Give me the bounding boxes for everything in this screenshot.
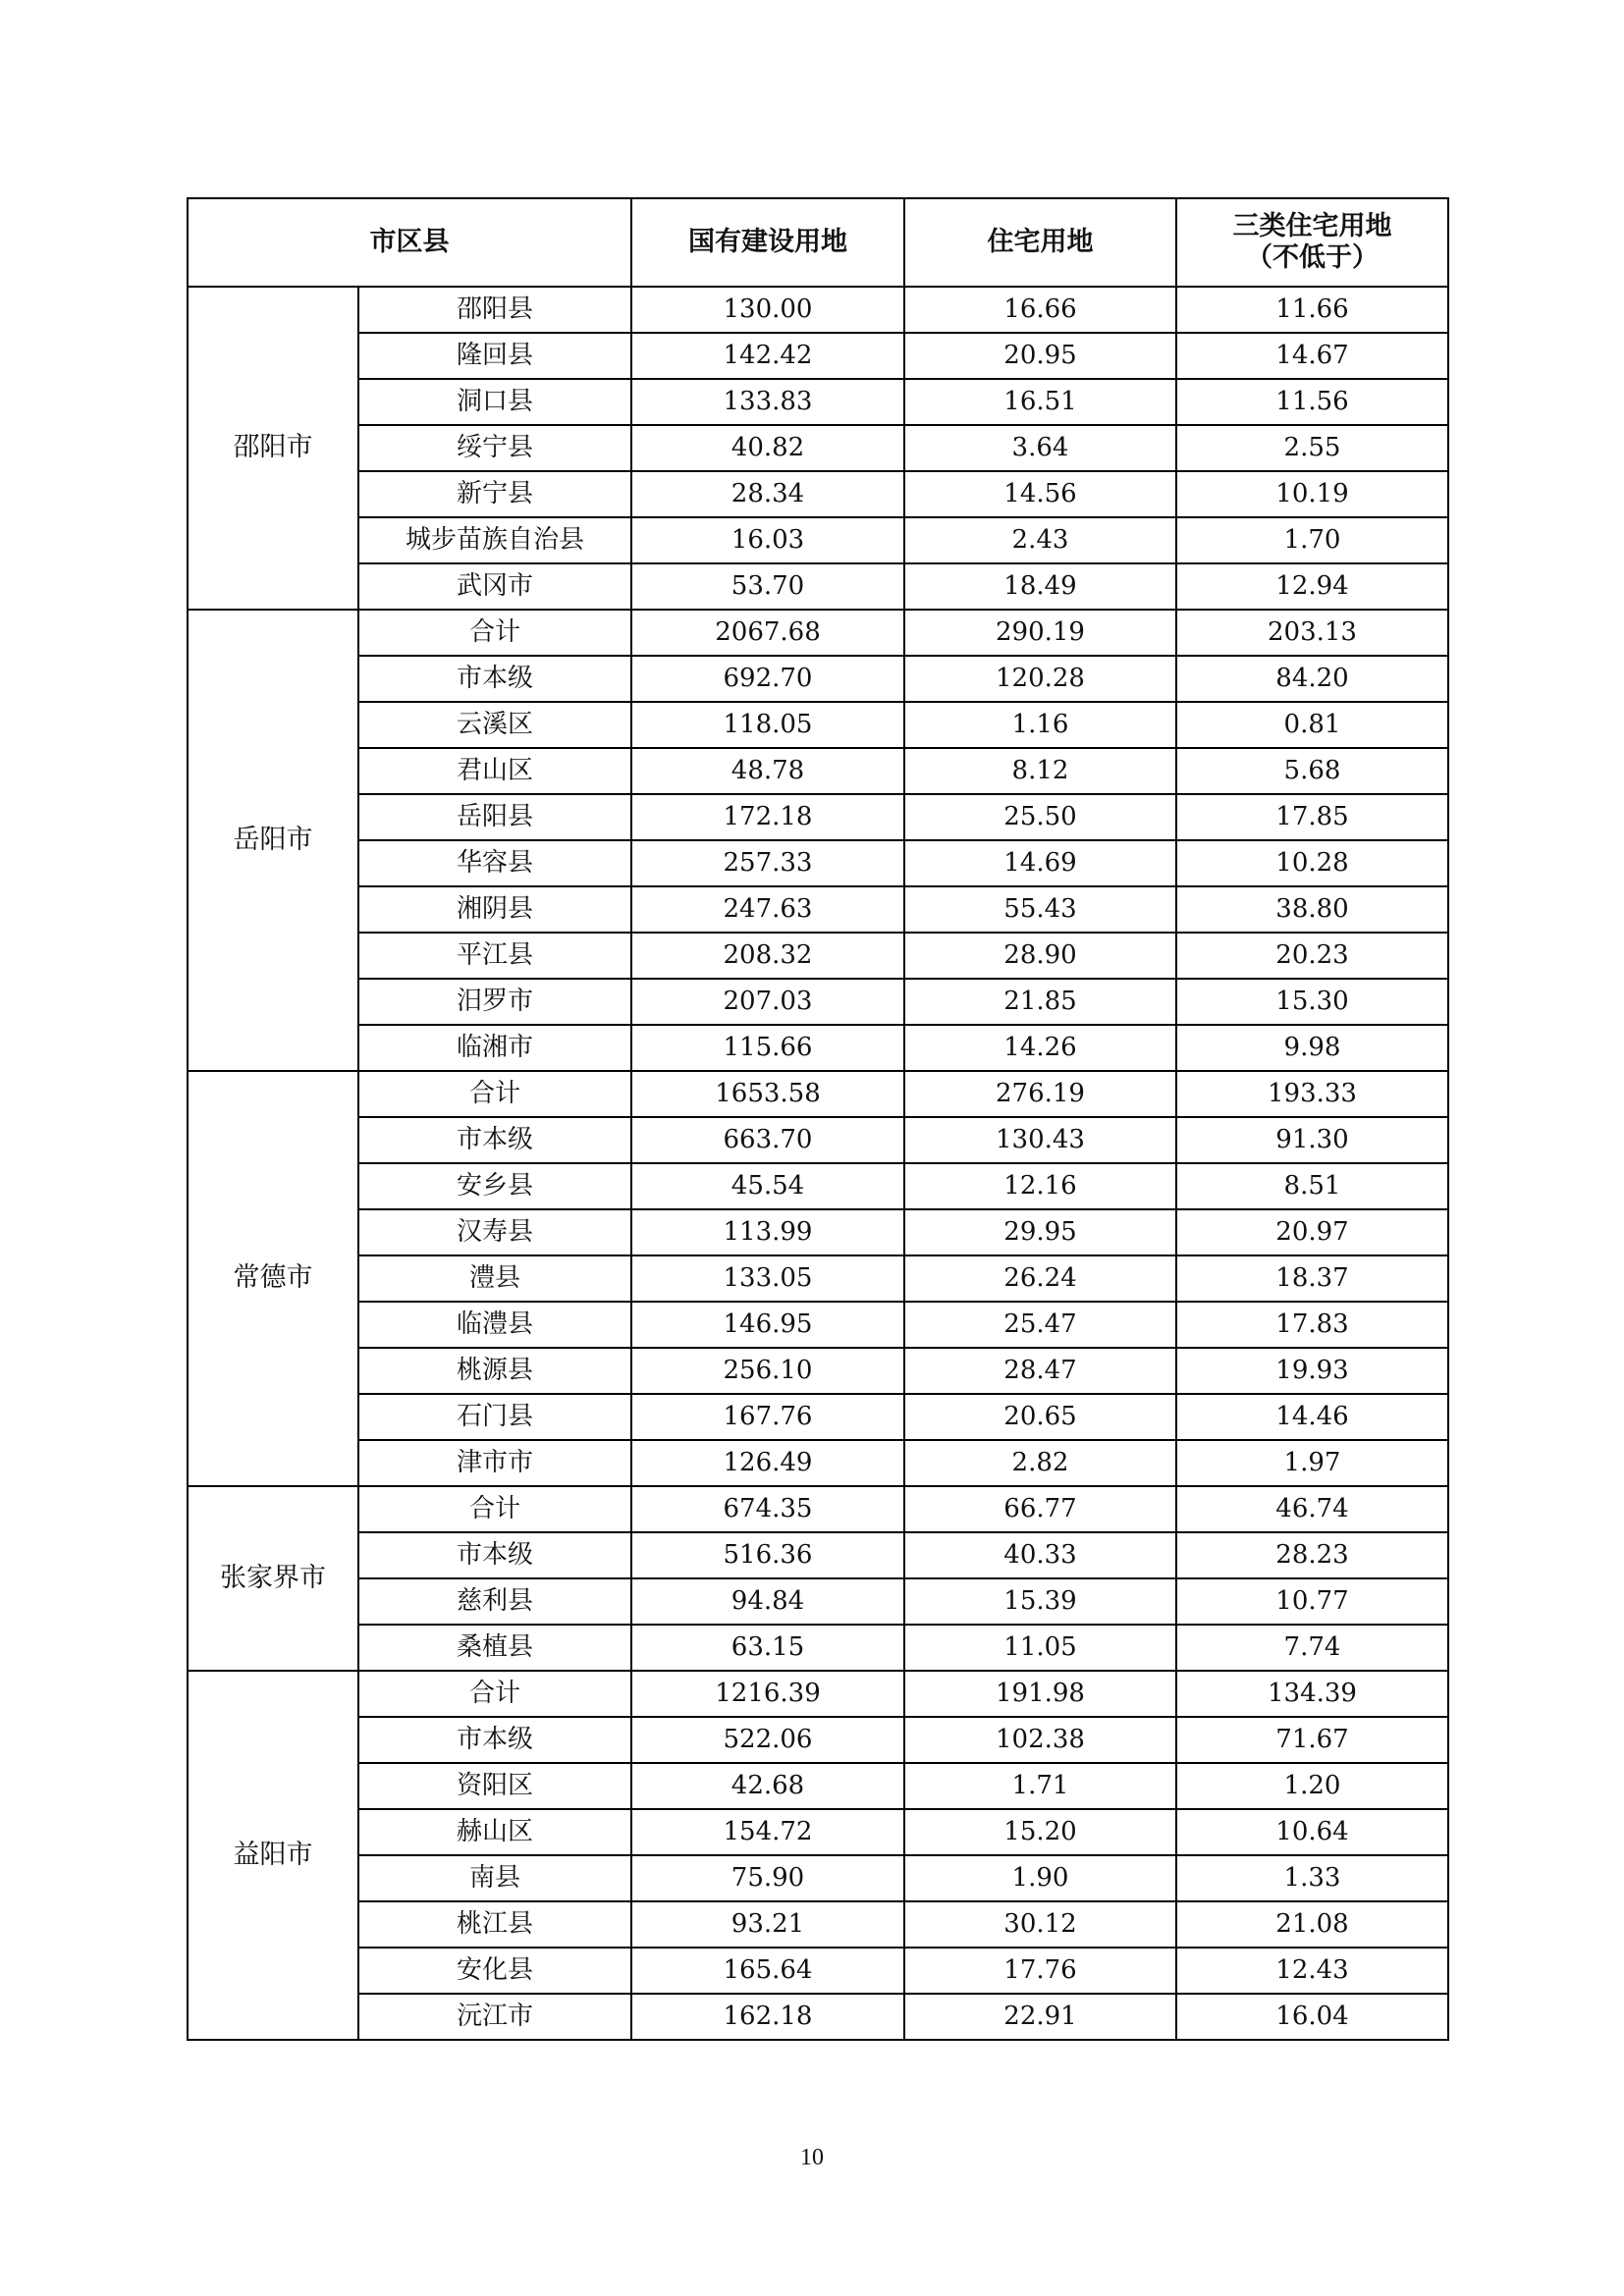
- state-owned-value: 256.10: [631, 1348, 904, 1394]
- residential-value: 30.12: [904, 1901, 1176, 1948]
- district-name: 岳阳县: [358, 794, 631, 840]
- state-owned-value: 172.18: [631, 794, 904, 840]
- state-owned-value: 2067.68: [631, 610, 904, 656]
- class3-value: 19.93: [1176, 1348, 1448, 1394]
- district-name: 平江县: [358, 933, 631, 979]
- district-name: 安化县: [358, 1948, 631, 1994]
- table-row: [188, 1625, 1448, 1671]
- residential-value: 120.28: [904, 656, 1176, 702]
- district-name: 市本级: [358, 1717, 631, 1763]
- district-name: 湘阴县: [358, 886, 631, 933]
- state-owned-value: 75.90: [631, 1855, 904, 1901]
- city-name: 张家界市: [188, 1486, 358, 1671]
- residential-value: 25.50: [904, 794, 1176, 840]
- class3-value: 15.30: [1176, 979, 1448, 1025]
- class3-value: 84.20: [1176, 656, 1448, 702]
- table-row: [188, 425, 1448, 471]
- district-name: 云溪区: [358, 702, 631, 748]
- residential-value: 1.16: [904, 702, 1176, 748]
- class3-value: 203.13: [1176, 610, 1448, 656]
- table-row: [188, 1809, 1448, 1855]
- district-name: 沅江市: [358, 1994, 631, 2040]
- district-name: 安乡县: [358, 1163, 631, 1209]
- residential-value: 14.69: [904, 840, 1176, 886]
- district-name: 城步苗族自治县: [358, 517, 631, 563]
- state-owned-value: 154.72: [631, 1809, 904, 1855]
- residential-value: 28.90: [904, 933, 1176, 979]
- table-row: [188, 656, 1448, 702]
- district-name: 君山区: [358, 748, 631, 794]
- state-owned-value: 16.03: [631, 517, 904, 563]
- state-owned-value: 133.05: [631, 1255, 904, 1302]
- district-name: 临澧县: [358, 1302, 631, 1348]
- state-owned-value: 162.18: [631, 1994, 904, 2040]
- table-body: [188, 287, 1448, 2040]
- class3-value: 91.30: [1176, 1117, 1448, 1163]
- class3-value: 17.83: [1176, 1302, 1448, 1348]
- district-name: 桃江县: [358, 1901, 631, 1948]
- district-name: 新宁县: [358, 471, 631, 517]
- district-name: 桃源县: [358, 1348, 631, 1394]
- state-owned-value: 207.03: [631, 979, 904, 1025]
- district-name: 市本级: [358, 656, 631, 702]
- class3-value: 11.66: [1176, 287, 1448, 333]
- residential-value: 25.47: [904, 1302, 1176, 1348]
- district-name: 绥宁县: [358, 425, 631, 471]
- residential-value: 276.19: [904, 1071, 1176, 1117]
- residential-value: 17.76: [904, 1948, 1176, 1994]
- class3-value: 10.19: [1176, 471, 1448, 517]
- header-class3-note: （不低于）: [1246, 242, 1379, 273]
- table-row: [188, 1071, 1448, 1117]
- residential-value: 20.95: [904, 333, 1176, 379]
- table-row: [188, 1671, 1448, 1717]
- city-name: 岳阳市: [188, 610, 358, 1071]
- state-owned-value: 1653.58: [631, 1071, 904, 1117]
- table-row: [188, 1948, 1448, 1994]
- table-row: [188, 517, 1448, 563]
- district-name: 石门县: [358, 1394, 631, 1440]
- header-class3-residential: [1176, 198, 1448, 287]
- table-row: [188, 1209, 1448, 1255]
- class3-value: 46.74: [1176, 1486, 1448, 1532]
- residential-value: 290.19: [904, 610, 1176, 656]
- table-row: [188, 471, 1448, 517]
- district-name: 澧县: [358, 1255, 631, 1302]
- state-owned-value: 208.32: [631, 933, 904, 979]
- residential-value: 11.05: [904, 1625, 1176, 1671]
- state-owned-value: 40.82: [631, 425, 904, 471]
- district-name: 邵阳县: [358, 287, 631, 333]
- residential-value: 191.98: [904, 1671, 1176, 1717]
- district-name: 资阳区: [358, 1763, 631, 1809]
- table-header: [188, 198, 1448, 287]
- district-name: 合计: [358, 610, 631, 656]
- state-owned-value: 663.70: [631, 1117, 904, 1163]
- district-name: 慈利县: [358, 1578, 631, 1625]
- residential-value: 20.65: [904, 1394, 1176, 1440]
- class3-value: 0.81: [1176, 702, 1448, 748]
- residential-value: 40.33: [904, 1532, 1176, 1578]
- table-row: [188, 748, 1448, 794]
- residential-value: 28.47: [904, 1348, 1176, 1394]
- table-row: [188, 1717, 1448, 1763]
- district-name: 汨罗市: [358, 979, 631, 1025]
- class3-value: 8.51: [1176, 1163, 1448, 1209]
- residential-value: 2.82: [904, 1440, 1176, 1486]
- table-row: [188, 979, 1448, 1025]
- state-owned-value: 126.49: [631, 1440, 904, 1486]
- residential-value: 1.71: [904, 1763, 1176, 1809]
- class3-value: 16.04: [1176, 1994, 1448, 2040]
- residential-value: 16.51: [904, 379, 1176, 425]
- state-owned-value: 115.66: [631, 1025, 904, 1071]
- residential-value: 8.12: [904, 748, 1176, 794]
- table-row: [188, 1855, 1448, 1901]
- class3-value: 1.70: [1176, 517, 1448, 563]
- class3-value: 14.67: [1176, 333, 1448, 379]
- table-row: [188, 702, 1448, 748]
- class3-value: 9.98: [1176, 1025, 1448, 1071]
- table-row: [188, 1255, 1448, 1302]
- class3-value: 1.20: [1176, 1763, 1448, 1809]
- table-row: [188, 1025, 1448, 1071]
- class3-value: 38.80: [1176, 886, 1448, 933]
- district-name: 市本级: [358, 1532, 631, 1578]
- header-class3-title: 三类住宅用地: [1232, 210, 1392, 241]
- class3-value: 10.64: [1176, 1809, 1448, 1855]
- class3-value: 20.23: [1176, 933, 1448, 979]
- state-owned-value: 674.35: [631, 1486, 904, 1532]
- class3-value: 1.33: [1176, 1855, 1448, 1901]
- city-name: 益阳市: [188, 1671, 358, 2040]
- district-name: 隆回县: [358, 333, 631, 379]
- table-row: [188, 1901, 1448, 1948]
- class3-value: 10.28: [1176, 840, 1448, 886]
- residential-value: 21.85: [904, 979, 1176, 1025]
- state-owned-value: 142.42: [631, 333, 904, 379]
- class3-value: 2.55: [1176, 425, 1448, 471]
- state-owned-value: 165.64: [631, 1948, 904, 1994]
- header-residential-land: 住宅用地: [904, 198, 1176, 287]
- table-row: [188, 563, 1448, 610]
- state-owned-value: 692.70: [631, 656, 904, 702]
- district-name: 赫山区: [358, 1809, 631, 1855]
- residential-value: 14.56: [904, 471, 1176, 517]
- table-row: [188, 333, 1448, 379]
- residential-value: 66.77: [904, 1486, 1176, 1532]
- state-owned-value: 146.95: [631, 1302, 904, 1348]
- class3-value: 18.37: [1176, 1255, 1448, 1302]
- table-row: [188, 840, 1448, 886]
- state-owned-value: 516.36: [631, 1532, 904, 1578]
- state-owned-value: 167.76: [631, 1394, 904, 1440]
- class3-value: 7.74: [1176, 1625, 1448, 1671]
- table-row: [188, 287, 1448, 333]
- class3-value: 28.23: [1176, 1532, 1448, 1578]
- table-row: [188, 933, 1448, 979]
- residential-value: 22.91: [904, 1994, 1176, 2040]
- table-row: [188, 1578, 1448, 1625]
- table-row: [188, 1117, 1448, 1163]
- class3-value: 5.68: [1176, 748, 1448, 794]
- class3-value: 11.56: [1176, 379, 1448, 425]
- table-row: [188, 1763, 1448, 1809]
- table-row: [188, 1440, 1448, 1486]
- district-name: 汉寿县: [358, 1209, 631, 1255]
- class3-value: 134.39: [1176, 1671, 1448, 1717]
- class3-value: 14.46: [1176, 1394, 1448, 1440]
- class3-value: 21.08: [1176, 1901, 1448, 1948]
- district-name: 华容县: [358, 840, 631, 886]
- header-state-owned-land: 国有建设用地: [631, 198, 904, 287]
- class3-value: 17.85: [1176, 794, 1448, 840]
- residential-value: 130.43: [904, 1117, 1176, 1163]
- city-name: 邵阳市: [188, 287, 358, 610]
- state-owned-value: 45.54: [631, 1163, 904, 1209]
- page-number: 10: [800, 2145, 824, 2170]
- residential-value: 16.66: [904, 287, 1176, 333]
- class3-value: 12.94: [1176, 563, 1448, 610]
- state-owned-value: 1216.39: [631, 1671, 904, 1717]
- residential-value: 14.26: [904, 1025, 1176, 1071]
- state-owned-value: 93.21: [631, 1901, 904, 1948]
- district-name: 洞口县: [358, 379, 631, 425]
- state-owned-value: 113.99: [631, 1209, 904, 1255]
- table-row: [188, 794, 1448, 840]
- residential-value: 15.39: [904, 1578, 1176, 1625]
- table-row: [188, 379, 1448, 425]
- residential-value: 2.43: [904, 517, 1176, 563]
- class3-value: 71.67: [1176, 1717, 1448, 1763]
- state-owned-value: 48.78: [631, 748, 904, 794]
- residential-value: 15.20: [904, 1809, 1176, 1855]
- district-name: 武冈市: [358, 563, 631, 610]
- state-owned-value: 257.33: [631, 840, 904, 886]
- table-row: [188, 1163, 1448, 1209]
- class3-value: 1.97: [1176, 1440, 1448, 1486]
- land-quota-table: [187, 197, 1449, 2041]
- district-name: 合计: [358, 1071, 631, 1117]
- district-name: 合计: [358, 1486, 631, 1532]
- residential-value: 1.90: [904, 1855, 1176, 1901]
- state-owned-value: 133.83: [631, 379, 904, 425]
- state-owned-value: 53.70: [631, 563, 904, 610]
- table-row: [188, 1532, 1448, 1578]
- residential-value: 12.16: [904, 1163, 1176, 1209]
- table-row: [188, 610, 1448, 656]
- header-district: 市区县: [188, 198, 631, 287]
- state-owned-value: 63.15: [631, 1625, 904, 1671]
- state-owned-value: 94.84: [631, 1578, 904, 1625]
- district-name: 津市市: [358, 1440, 631, 1486]
- residential-value: 26.24: [904, 1255, 1176, 1302]
- class3-value: 12.43: [1176, 1948, 1448, 1994]
- city-name: 常德市: [188, 1071, 358, 1486]
- residential-value: 29.95: [904, 1209, 1176, 1255]
- district-name: 合计: [358, 1671, 631, 1717]
- district-name: 临湘市: [358, 1025, 631, 1071]
- state-owned-value: 522.06: [631, 1717, 904, 1763]
- class3-value: 193.33: [1176, 1071, 1448, 1117]
- class3-value: 20.97: [1176, 1209, 1448, 1255]
- district-name: 南县: [358, 1855, 631, 1901]
- class3-value: 10.77: [1176, 1578, 1448, 1625]
- district-name: 市本级: [358, 1117, 631, 1163]
- district-name: 桑植县: [358, 1625, 631, 1671]
- state-owned-value: 28.34: [631, 471, 904, 517]
- state-owned-value: 118.05: [631, 702, 904, 748]
- table-row: [188, 1302, 1448, 1348]
- table-row: [188, 1994, 1448, 2040]
- table-row: [188, 1486, 1448, 1532]
- residential-value: 18.49: [904, 563, 1176, 610]
- state-owned-value: 130.00: [631, 287, 904, 333]
- state-owned-value: 42.68: [631, 1763, 904, 1809]
- residential-value: 102.38: [904, 1717, 1176, 1763]
- table-row: [188, 1348, 1448, 1394]
- table-row: [188, 1394, 1448, 1440]
- state-owned-value: 247.63: [631, 886, 904, 933]
- table-row: [188, 886, 1448, 933]
- residential-value: 55.43: [904, 886, 1176, 933]
- residential-value: 3.64: [904, 425, 1176, 471]
